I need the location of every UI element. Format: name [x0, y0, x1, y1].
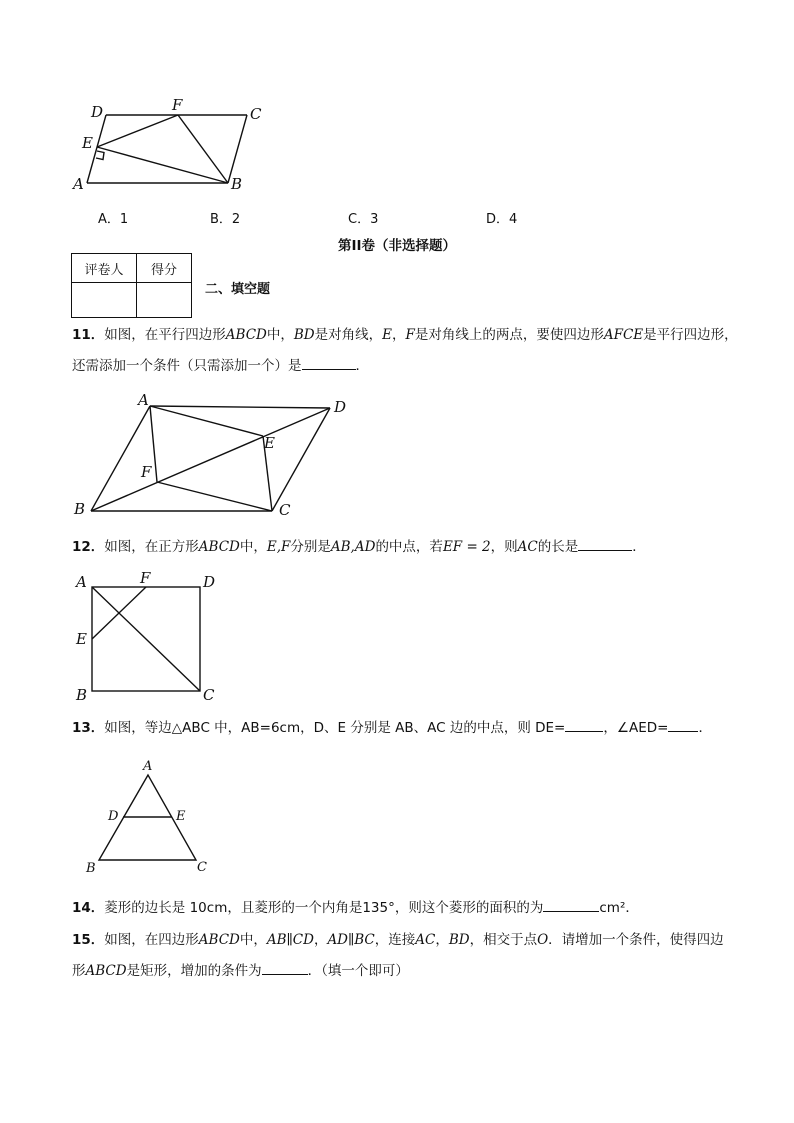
q12-ef: E,F [266, 539, 291, 555]
q11-label-e: E [264, 434, 275, 452]
q15-sep: ， [313, 932, 328, 948]
q12-eq: EF = 2 [442, 539, 491, 555]
q12-ac: AC [517, 539, 538, 555]
q11-t1: 如图，在平行四边形 [104, 327, 226, 343]
q10-seg-ef [97, 115, 178, 147]
q15-o: O [537, 932, 549, 948]
q15-ad-bc: AD∥BC [327, 932, 375, 948]
q15-sep2: ， [435, 932, 449, 948]
q11-line-1 [72, 320, 738, 351]
q15-ab-cd: AB∥CD [266, 932, 314, 948]
q11-side-ab [91, 406, 150, 511]
q10-seg-eb [97, 147, 228, 183]
q15-t3: ，连接 [374, 932, 416, 948]
q11-number: 11． [72, 327, 105, 343]
q10-choice-b[interactable] [210, 208, 240, 227]
q10-right-angle-mark [96, 151, 104, 160]
q11-side-dc [272, 408, 330, 511]
q15-t5: ．请增加一个条件，使得四边 [548, 932, 724, 948]
q12-diagonal-ac [92, 587, 200, 691]
q14-angle: 135° [362, 900, 395, 916]
q11-t2: 中， [266, 327, 294, 343]
q12-label-a: A [76, 573, 87, 591]
q15-t1: 如图，在四边形 [104, 932, 199, 948]
q14-text [72, 893, 732, 924]
q11-e: E [382, 327, 392, 343]
score-table-grader-cell[interactable] [72, 283, 137, 318]
q15-t2: 中， [239, 932, 267, 948]
q11-seg-ae [150, 406, 263, 436]
q13-label-b: B [86, 861, 96, 876]
q11-abcd: ABCD [225, 327, 267, 343]
q13-label-a: A [143, 759, 153, 774]
q14-number: 14． [72, 900, 105, 916]
q12-label-f: F [140, 569, 151, 587]
q11-side-ad [150, 406, 330, 408]
q14-end: ． [625, 900, 639, 916]
q12-abad: AB,AD [330, 539, 376, 555]
q11-bd: BD [293, 327, 315, 343]
q12-number: 12． [72, 539, 105, 555]
score-table-grader-label: 评卷人 [72, 254, 137, 283]
q10-label-e: E [82, 134, 93, 152]
q11-label-f: F [141, 463, 152, 481]
q11-label-c: C [279, 501, 291, 519]
q10-choice-d[interactable] [486, 208, 517, 227]
q12-seg-ef [92, 587, 146, 639]
section-title: 第II卷（非选择题） [337, 238, 457, 254]
q12-abcd: ABCD [198, 539, 240, 555]
q12-label-c: C [203, 686, 215, 704]
q15-t7: 是矩形，增加的条件为 [126, 963, 262, 979]
q11-t3: 是对角线， [314, 327, 383, 343]
q15-bd: BD [448, 932, 470, 948]
q15-number: 15． [72, 932, 105, 948]
q11-seg-fc [157, 482, 272, 511]
q15-abcd: ABCD [198, 932, 240, 948]
q13-number: 13． [72, 720, 105, 736]
q11-text [72, 320, 738, 382]
q15-t6: 形 [72, 963, 86, 979]
q13-label-e: E [176, 809, 186, 824]
q11-label-d: D [334, 398, 347, 416]
q12-t4: 的中点，若 [375, 539, 443, 555]
q11-label-b: B [74, 500, 86, 518]
choice-letter: B． [210, 212, 232, 227]
score-table [71, 253, 192, 318]
q13-text [72, 713, 732, 744]
score-table-score-cell[interactable] [137, 283, 192, 318]
q12-t5: ，则 [490, 539, 518, 555]
q14-t2: ，则这个菱形的面积的为 [394, 900, 544, 916]
q11-t4: 是对角线上的两点，要使四边形 [414, 327, 604, 343]
section-heading: 二、填空题 [205, 282, 271, 297]
choice-letter: A． [98, 212, 120, 227]
q15-t4: ，相交于点 [469, 932, 538, 948]
choice-value: 1 [119, 212, 129, 227]
q12-label-b: B [76, 686, 88, 704]
q11-sep: ， [391, 327, 406, 343]
q10-seg-fb [178, 115, 228, 183]
q12-label-e: E [76, 630, 87, 648]
q15-line-2 [72, 956, 732, 987]
q11-t5: 是平行四边形， [643, 327, 738, 343]
q11-line-2 [72, 351, 732, 382]
q12-end: ． [632, 539, 646, 555]
q14-t1: 菱形的边长是 10cm，且菱形的一个内角是 [104, 900, 363, 916]
q10-label-a: A [73, 175, 84, 193]
q15-ac: AC [415, 932, 436, 948]
q10-label-c: C [250, 105, 262, 123]
q15-line-1 [72, 925, 732, 956]
q13-t1: 如图，等边△ABC 中，AB=6cm，D、E 分别是 AB、AC 边的中点，则 DE= [104, 720, 566, 736]
q10-choice-a[interactable] [98, 208, 128, 227]
score-table-score-label: 得分 [137, 254, 192, 283]
q11-answer-blank[interactable] [302, 355, 356, 370]
q13-t2: ，∠AED= [603, 720, 669, 736]
q11-afce: AFCE [603, 327, 644, 343]
q10-label-d: D [91, 103, 104, 121]
q15-text [72, 925, 732, 987]
q15-answer-blank[interactable] [262, 960, 308, 975]
q13-label-d: D [108, 809, 119, 824]
choice-value: 3 [370, 212, 379, 227]
q10-choice-c[interactable] [348, 208, 378, 227]
q10-label-b: B [231, 175, 243, 193]
q14-answer-blank[interactable] [543, 897, 599, 912]
q13-angle-blank[interactable] [668, 717, 698, 732]
q12-label-d: D [203, 573, 216, 591]
q15-end: ．（填一个即可） [307, 963, 409, 979]
q11-f: F [405, 327, 415, 343]
q12-t3: 分别是 [290, 539, 331, 555]
q10-label-f: F [172, 96, 183, 114]
q12-text [72, 532, 732, 563]
q11-label-a: A [138, 391, 149, 409]
q11-diagonal-bd [91, 408, 330, 511]
q15-abcd-2: ABCD [85, 963, 127, 979]
choice-value: 4 [509, 212, 518, 227]
q12-square [92, 587, 200, 691]
q12-t1: 如图，在正方形 [104, 539, 199, 555]
choice-letter: C． [348, 212, 371, 227]
q13-end: ． [698, 720, 712, 736]
q13-label-c: C [197, 860, 207, 875]
choice-value: 2 [231, 212, 241, 227]
q11-t6: 还需添加一个条件（只需添加一个）是 [72, 358, 302, 374]
q10-side-bc [228, 115, 247, 183]
q13-de-blank[interactable] [565, 717, 603, 732]
q12-t2: 中， [239, 539, 267, 555]
q12-t6: 的长是 [537, 539, 579, 555]
q11-end: ． [355, 358, 369, 374]
q12-answer-blank[interactable] [578, 536, 632, 551]
choice-letter: D． [486, 212, 510, 227]
q14-unit: cm² [599, 900, 626, 916]
